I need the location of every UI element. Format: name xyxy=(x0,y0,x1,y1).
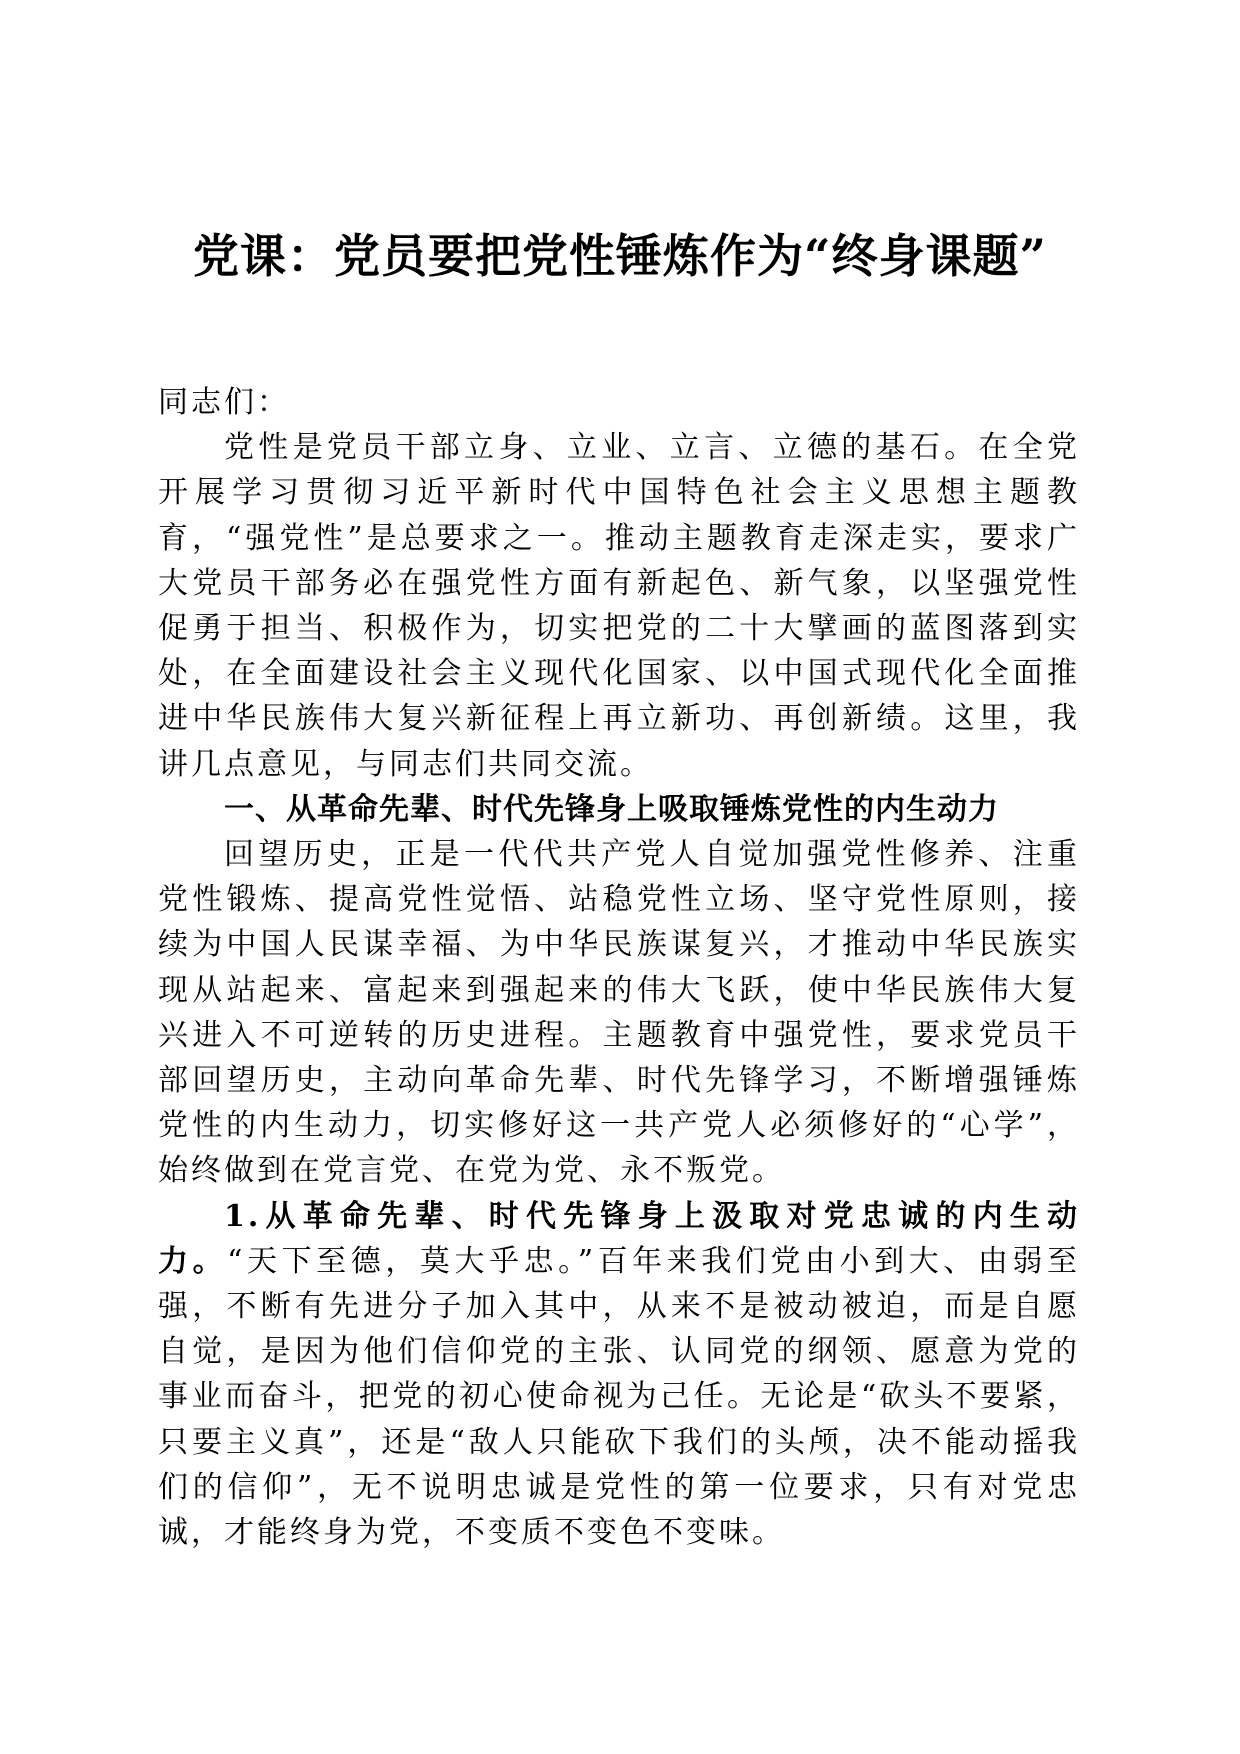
point-one-paragraph xyxy=(158,1194,1080,1556)
intro-paragraph: 党性是党员干部立身、立业、立言、立德的基石。在全党开展学习贯彻习近平新时代中国特色社会主义思想主题教育，“强党性”是总要求之一。推动主题教育走深走实，要求广大党员干部务必在强党性方面有新起色、新气象，以坚强党性促勇于担当、积极作为，切实把党的二十大擘画的蓝图落到实处，在全面建设社会主义现代化国家、以中国式现代化全面推进中华民族伟大复兴新征程上再立新功、再创新绩。这里，我讲几点意见，与同志们共同交流。 xyxy=(158,430,1080,782)
document-body xyxy=(158,380,1080,1555)
point-one-body: “天下至德，莫大乎忠。”百年来我们党由小到大、由弱至强，不断有先进分子加入其中，从来不是被动被迫，而是自愿自觉，是因为他们信仰党的主张、认同党的纲领、愿意为党的事业而奋斗，把党的初心使命视为己任。无论是“砍头不要紧，只要主义真”，还是“敌人只能砍下我们的头颅，决不能动摇我们的信仰”，无不说明忠诚是党性的第一位要求，只有对党忠诚，才能终身为党，不变质不变色不变味。 xyxy=(158,1243,1080,1551)
section-one-heading: 一、从革命先辈、时代先锋身上吸取锤炼党性的内生动力 xyxy=(224,791,999,827)
salutation: 同志们： xyxy=(158,385,290,420)
section-one-paragraph: 回望历史，正是一代代共产党人自觉加强党性修养、注重党性锻炼、提高党性觉悟、站稳党性立场、坚守党性原则，接续为中国人民谋幸福、为中华民族谋复兴，才推动中华民族实现从站起来、富起来到强起来的伟大飞跃，使中华民族伟大复兴进入不可逆转的历史进程。主题教育中强党性，要求党员干部回望历史，主动向革命先辈、时代先锋学习，不断增强锤炼党性的内生动力，切实修好这一共产党人必须修好的“心学”，始终做到在党言党、在党为党、永不叛党。 xyxy=(158,837,1080,1189)
point-one-lead: 1.从革命先辈、时代先锋身上汲取对党忠诚的内生动力。 xyxy=(158,1198,1080,1279)
document-title: 党课：党员要把党性锤炼作为“终身课题” xyxy=(193,229,1047,283)
